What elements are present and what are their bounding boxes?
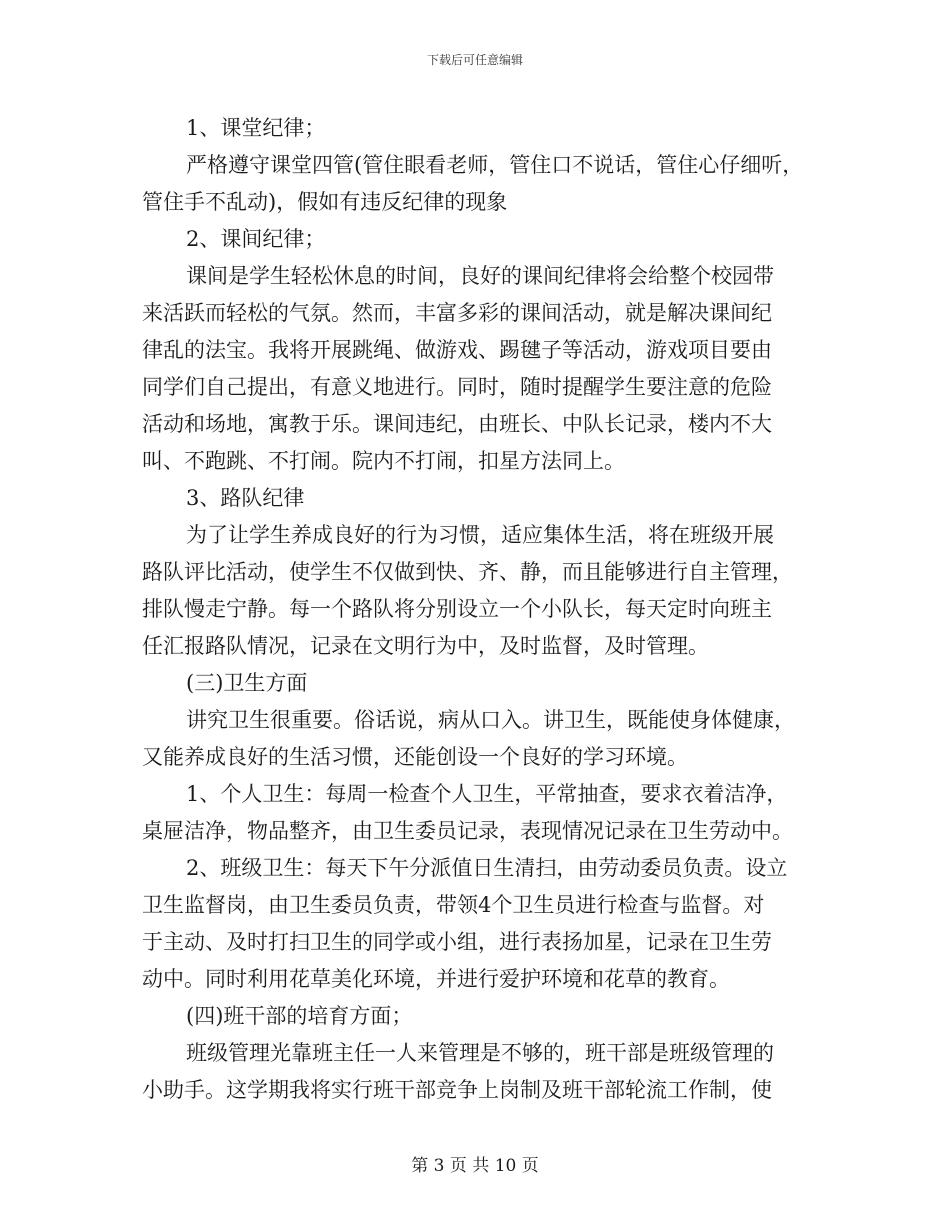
text-line: 律乱的法宝。我将开展跳绳、做游戏、踢毽子等活动，游戏项目要由	[142, 338, 772, 362]
text-line: 于主动、及时打扫卫生的同学或小组，进行表扬加星，记录在卫生劳	[142, 930, 772, 954]
text-line: 又能养成良好的生活习惯，还能创设一个良好的学习环境。	[142, 745, 688, 769]
text-line: 桌屉洁净，物品整齐，由卫生委员记录，表现情况记录在卫生劳动中。	[142, 819, 793, 843]
text-line: (三)卫生方面	[186, 671, 308, 695]
text-line: 同学们自己提出，有意义地进行。同时，随时提醒学生要注意的危险	[142, 375, 772, 399]
text-line: 动中。同时利用花草美化环境，并进行爱护环境和花草的教育。	[142, 967, 730, 991]
text-line: 活动和场地，寓教于乐。课间违纪，由班长、中队长记录，楼内不大	[142, 412, 772, 436]
text-line: 3、路队纪律	[186, 486, 305, 510]
text-line: 任汇报路队情况，记录在文明行为中，及时监督，及时管理。	[142, 634, 709, 658]
text-line: 1、个人卫生：每周一检查个人卫生，平常抽查，要求衣着洁净，	[186, 782, 788, 806]
text-line: 1、课堂纪律；	[186, 116, 326, 140]
text-line: 讲究卫生很重要。俗话说，病从口入。讲卫生，既能使身体健康，	[186, 708, 795, 732]
text-line: 为了让学生养成良好的行为习惯，适应集体生活，将在班级开展	[186, 523, 774, 547]
text-line: 2、课间纪律；	[186, 227, 326, 251]
text-line: (四)班干部的培育方面；	[186, 1004, 413, 1028]
text-line: 叫、不跑跳、不打闹。院内不打闹，扣星方法同上。	[142, 449, 625, 473]
page-header-note: 下载后可任意编辑	[426, 53, 523, 67]
text-line: 严格遵守课堂四管(管住眼看老师，管住口不说话，管住心仔细听，	[186, 153, 804, 177]
text-line: 管住手不乱动)，假如有违反纪律的现象	[142, 190, 508, 214]
text-line: 卫生监督岗，由卫生委员负责，带领4个卫生员进行检查与监督。对	[142, 893, 765, 917]
text-line: 2、班级卫生：每天下午分派值日生清扫，由劳动委员负责。设立	[186, 856, 788, 880]
text-line: 班级管理光靠班主任一人来管理是不够的，班干部是班级管理的	[186, 1041, 774, 1065]
document-body	[142, 110, 812, 1109]
text-line: 路队评比活动，使学生不仅做到快、齐、静，而且能够进行自主管理，	[142, 560, 793, 584]
text-line: 课间是学生轻松休息的时间，良好的课间纪律将会给整个校园带	[186, 264, 774, 288]
text-line: 来活跃而轻松的气氛。然而，丰富多彩的课间活动，就是解决课间纪	[142, 301, 772, 325]
page-number-footer: 第 3 页 共 10 页	[411, 1156, 539, 1176]
text-line: 小助手。这学期我将实行班干部竞争上岗制及班干部轮流工作制，使	[142, 1078, 772, 1102]
text-line: 排队慢走宁静。每一个路队将分别设立一个小队长，每天定时向班主	[142, 597, 772, 621]
